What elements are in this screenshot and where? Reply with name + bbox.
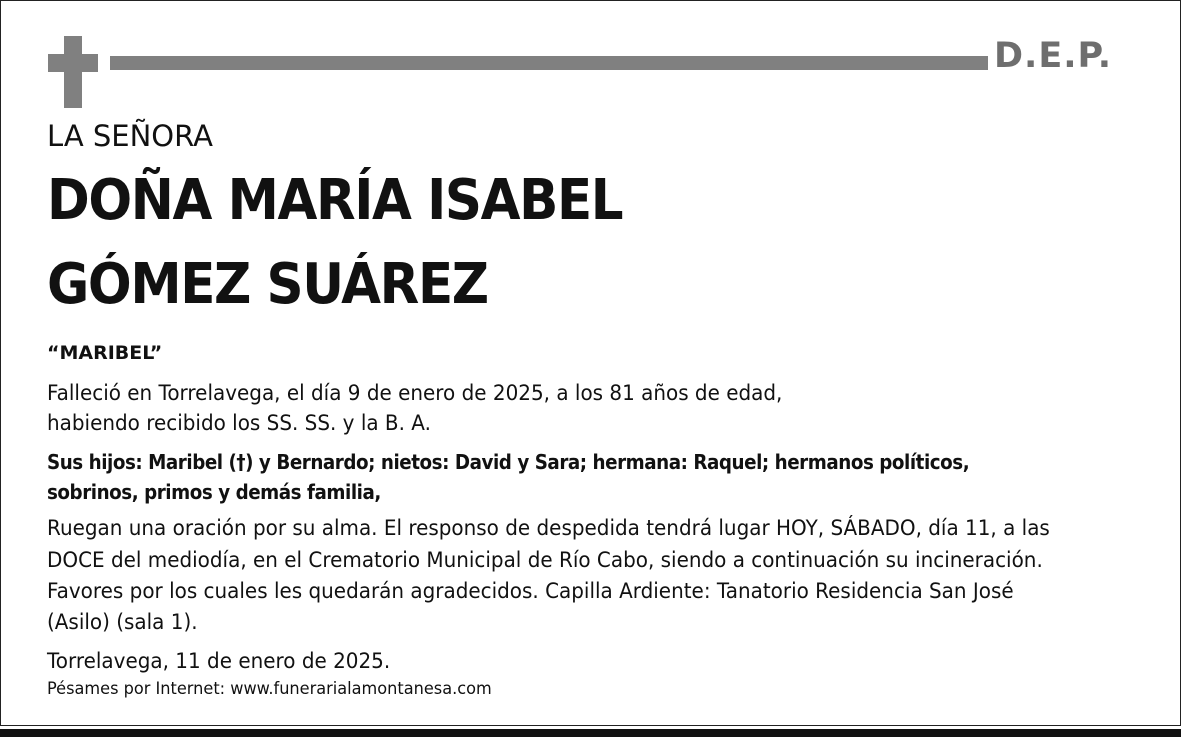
request-line-3: Favores por los cuales les quedarán agradecidos. Capilla Ardiente: Tanatorio Residencia San José (47, 579, 1014, 603)
bottom-rule (0, 729, 1181, 737)
header-rule (110, 56, 988, 70)
death-line-1: Falleció en Torrelavega, el día 9 de enero de 2025, a los 81 años de edad, (47, 381, 783, 405)
death-line-2: habiendo recibido los SS. SS. y la B. A. (47, 411, 431, 435)
deceased-name-line-2: GÓMEZ SUÁREZ (47, 252, 488, 317)
cross-icon-arm (48, 54, 98, 72)
request-line-4: (Asilo) (sala 1). (47, 610, 198, 634)
family-line-2: sobrinos, primos y demás familia, (47, 480, 381, 504)
family-line-1: Sus hijos: Maribel (†) y Bernardo; nietos: David y Sara; hermana: Raquel; hermanos políticos, (47, 450, 970, 474)
condolences-link[interactable]: Pésames por Internet: www.funerarialamontanesa.com (47, 679, 492, 699)
place-date: Torrelavega, 11 de enero de 2025. (47, 649, 391, 673)
deceased-name-line-1: DOÑA MARÍA ISABEL (47, 168, 623, 233)
request-line-1: Ruegan una oración por su alma. El responso de despedida tendrá lugar HOY, SÁBADO, día 11, a las (47, 516, 1050, 540)
nickname: “MARIBEL” (47, 342, 163, 364)
cross-icon (64, 36, 82, 108)
dep-heading: D.E.P. (994, 36, 1113, 76)
salutation: LA SEÑORA (47, 119, 213, 153)
request-line-2: DOCE del mediodía, en el Crematorio Municipal de Río Cabo, siendo a continuación su incineración. (47, 548, 1043, 572)
